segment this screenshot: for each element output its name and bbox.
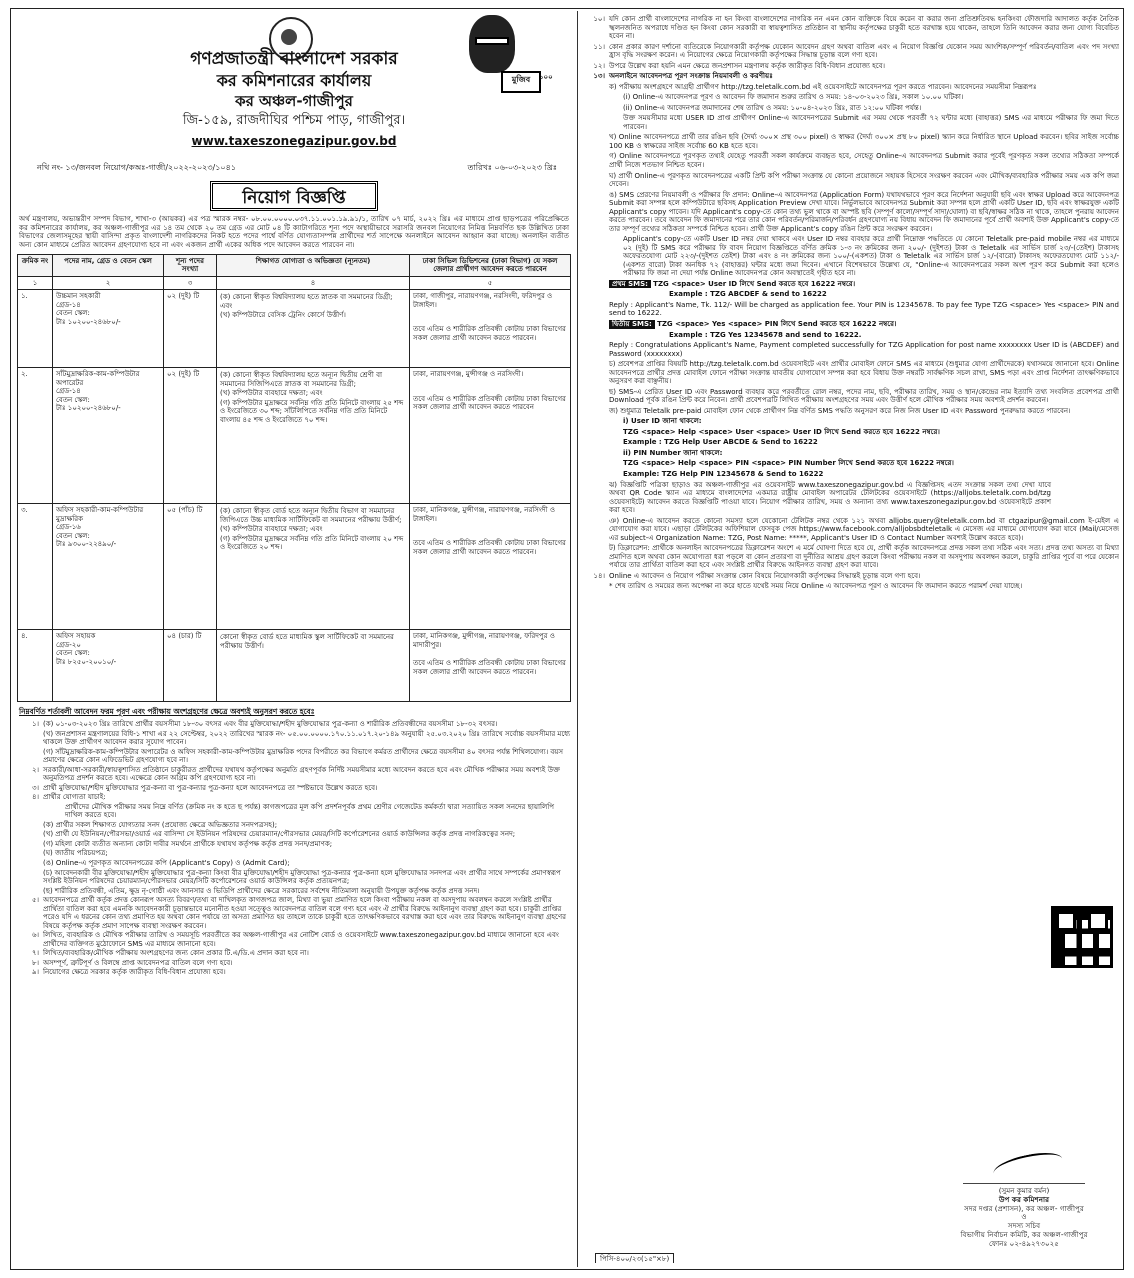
instruction-text: i) User ID জানা থাকলে: [623,417,702,426]
condition-text: (ঙ) Online-এ পূরণকৃত আবেদনপত্রের কপি (Applicant's Copy) ও (Admit Card); [43,859,290,868]
office-name: কর কমিশনারের কার্যালয় [216,71,372,90]
condition-text: (খ) প্রার্থী যে ইউনিয়ন/পৌরসভা/ওয়ার্ড এর বাসিন্দা সে ইউনিয়ন পরিষদের চেয়ারম্যান/পৌরসভার মেয়র/সিটি কর্পোরেশনের ওয়ার্ড কাউন্সিলর কর্তৃক প্রদত্ত নাগরিকত্বের সনদ; [43,830,516,839]
post-name: উচ্চমান সহকারী [56,292,101,301]
condition-number [17,821,43,830]
condition-number [17,803,43,820]
instruction-item [609,544,1119,570]
quota-note: তবে এতিম ও শারীরিক প্রতিবন্ধী কোটায় ঢাকা বিভাগের সকল জেলার প্রার্থী আবেদন করতে পারবেন [413,394,566,412]
condition-text: (খ) জনপ্রশাসন মন্ত্রণালয়ের বিধি-১ শাখা এর ২২ সেপ্টেম্বর, ২০২২ তারিখের স্মারক নং- ০৫.০০.০০০০.১৭০.১১.০১৭.২০-১৪৯ অনুযায়ী ২৫.০৩.২০২০ খ্রিঃ তারিখে সর্বোচ্চ বয়সসীমার মধ্যে থাকলে উক্ত প্রার্থীগণ আবেদন করার সুযোগ পাবেন। [43,729,571,747]
condition-item [17,830,571,839]
sms-first-label: প্রথম SMS: [609,280,651,289]
table-row [18,290,571,368]
header-vacancy: শূন্য পদের সংখ্যা [164,254,217,276]
instruction-item [609,114,1119,131]
sms-first-example [609,290,1119,299]
post-scale-label: বেতন স্কেল: [56,531,90,540]
instruction-text: উক্ত সময়সীমার মধ্যে USER ID প্রাপ্ত প্রার্থীগণ Online-এ আবেদনপত্রের Submit এর সময় থেকে পরবর্তী ৭২ ঘন্টার মধ্যে (বাহাত্তর) SMS এর মাধ্যমে পরীক্ষার ফি জমা দিতে পারবেন। [623,114,1119,131]
condition-text: (ঘ) জাতীয় পরিচয়পত্র; [43,849,108,858]
notice-title: নিয়োগ বিজ্ঞপ্তি [210,181,378,211]
instruction-text: TZG <space> Help <space> PIN <space> PIN Number লিখে Send করতে হবে 16222 নম্বরে। [623,459,954,468]
condition-number: ৩। [31,783,39,792]
condition-number: ৬। [31,931,39,940]
condition-item [17,968,571,977]
table-header-row [18,254,571,276]
post-scale-label: বেতন স্কেল: [56,309,90,318]
condition-item [17,793,571,802]
sms-second [609,320,1119,329]
qualification-item: (গ) কম্পিউটার মুদ্রাক্ষরে সর্বনিম্ন গতি প্রতি মিনিটে বাংলায় ২৫ শব্দ ও ইংরেজিতে ৩০ শব্দ; সাঁটলিপিতে সর্বনিম্ন গতি প্রতি মিনিটে বাংলায় ৪৫ শব্দ ও ইংরেজিতে ৭০ শব্দ। [220,398,404,424]
qualification-item: (খ) কম্পিউটার ব্যবহারে দক্ষতা; এবং [220,525,323,534]
memo-date: তারিখঃ ০৬-০৩-২০২৩ খ্রিঃ [467,163,557,172]
item-number: ১২। [593,61,605,70]
right-column [583,13,1119,1263]
instruction-text: খ) Online আবেদনপত্রে প্রার্থী তার রঙিন ছবি (দৈর্ঘ্য ৩০০× প্রস্থ ৩০০ pixel) ও স্বাক্ষর (দৈর্ঘ্য ৩০০× প্রস্থ ৮০ pixel) স্ক্যান করে নির্ধারিত স্থানে Upload করবেন। ছবির সাইজ সর্বোচ্চ 100 KB ও স্বাক্ষরের সাইজ সর্বোচ্চ 60 KB হতে হবে। [609,133,1119,150]
instruction-text: Reply : Applicant's Name, Tk. 112/- Will be charged as application fee. Your PIN is 12345678. To pay fee Type TZG <space> Yes <space> PIN and send to 16222. [609,300,1119,318]
header-qualification: শিক্ষাগত যোগ্যতা ও অভিজ্ঞতা (ন্যূনতম) [217,254,410,276]
instruction-text: (i) Online-এ আবেদনপত্র পূরণ ও আবেদন ফি জমাদান শুরুর তারিখ ও সময়: ১৪-০৩-২০২৩ খ্রিঃ, সকাল ১০.০০ ঘটিকা। [623,93,964,102]
item-number: ১৩। [593,72,605,81]
item-text: উপরে উল্লেখ করা হয়নি এমন ক্ষেত্রে জনপ্রশাসন মন্ত্রণালয় কর্তৃক জারীকৃত বিধি-বিধান প্রযোজ্য হবে। [609,61,886,70]
post-scale: টাঃ ৯৩০০-২২৪৯০/- [56,540,117,549]
district-list: ঢাকা, মানিকগঞ্জ, মুন্সীগঞ্জ, নারায়ণগঞ্জ, নরসিংদী ও টাঙ্গাইল। [413,506,555,523]
instruction-text: জ) শুধুমাত্র Teletalk pre-paid মোবাইল ফোন থেকে প্রার্থীগণ নিম্ন বর্ণিত SMS পদ্ধতি অনুসরণ করে নিজ নিজ User ID এবং Password পুনরুদ্ধার করতে পারবেন। [609,406,1071,415]
post-name: অফিস সহায়ক [56,632,96,641]
condition-item [17,840,571,849]
instruction-text: (ii) Online-এ আবেদনপত্র জমাদানের শেষ তারিখ ও সময়: ১০-০৪-২০২৩ খ্রিঃ, রাত ১২:০০ ঘটিকা পর্যন্ত। [623,103,922,112]
signatory-phone: ফোনঃ ০২-৪৯২৭৩০২৫ [989,1238,1059,1248]
footnote-text: * শেষ তারিখ ও সময়ের জন্য অপেক্ষা না করে হাতে যথেষ্ট সময় নিয়ে Online এ আবেদনপত্র পূরণ ও আবেদন ফি জমাদান করতে পরামর্শ দেয়া যাচ্ছে। [609,582,1023,591]
column-number: ১ [18,276,53,290]
condition-text: প্রার্থীর যোগ্যতা যাচাই: [43,793,106,802]
row-qualification [217,368,410,504]
online-instructions [583,83,1119,570]
condition-item [17,720,571,729]
instruction-text: ঝ) বিজ্ঞপ্তিটি পত্রিকা ছাড়াও কর অঞ্চল-গাজীপুর এর ওয়েবসাইট www.taxeszonegazipur.gov.bd এ বিজ্ঞপ্তিসহ এতদ সংক্রান্ত সকল তথ্য দেখা যাবে অথবা QR Code স্ক্যান এর মাধ্যমে বাংলাদেশের একমাত্র রাষ্ট্রীয় মোবাইল অপারেটর টেলিটকের ওয়েবসাইটে (https://alljobs.teletalk.com.bd/tzg ওয়েবসাইটে) আবেদন করতে বিজ্ঞপ্তিটি পাওয়া যাবে। নিয়োগ পরীক্ষার তারিখ, সময় ও অন্যান্য তথ্য www.taxeszonegazipur.gov.bd ওয়েবসাইটে প্রকাশ করা হবে। [609,480,1051,515]
condition-item [17,859,571,868]
condition-number: ৭। [31,949,39,958]
row-qualification [217,630,410,702]
instruction-item [609,407,1119,416]
condition-text: অসম্পূর্ণ, ত্রুটিপূর্ণ ও বিলম্বে প্রাপ্ত আবেদনপত্র বাতিল বলে গণ্য হবে। [43,958,233,967]
signatory-committee: বিভাগীয় নির্বাচন কমিটি, কর অঞ্চল-গাজীপুর [960,1229,1088,1239]
row-districts [410,368,571,504]
table-number-row [18,276,571,290]
district-list: ঢাকা, গাজীপুর, নারায়ণগঞ্জ, নরসিংদী, ফরিদপুর ও টাঙ্গাইল। [413,292,553,309]
row-districts [410,630,571,702]
list-item [583,72,1119,81]
qualification-item: (গ) কম্পিউটার মুদ্রাক্ষরে সর্বনিম্ন গতি প্রতি মিনিটে বাংলায় ২০ শব্দ ও ইংরেজিতে ২০ শব্দ। [220,534,404,552]
qualification-item: (খ) কম্পিউটারে বেসিক ট্রেনিং কোর্সে উত্তীর্ণ। [220,311,346,320]
condition-number [17,859,43,868]
print-code: পিসি-৪০০/২৩(১৫"×৮) [595,1253,674,1263]
post-scale: টাঃ ১০২০০-২৪৬৮০/- [56,404,121,413]
instruction-item [609,133,1119,150]
column-number: ৫ [410,276,571,290]
row-vacancy: ০৪ (চার) টি [164,630,217,702]
condition-number: ৪। [31,793,39,802]
qr-code-icon[interactable] [1051,906,1113,968]
list-item [583,15,1119,41]
memo-reference: নথি নং- ১৩/জনবল নিয়োগ/কঅঃ-গাজী/২০২২-২০২৩/১০৪১ [37,163,237,172]
qualification-item: (ক) কোনো স্বীকৃত বিশ্ববিদ্যালয় হতে স্নাতক বা সমমানের ডিগ্রী; এবং [220,293,393,310]
quota-note: তবে এতিম ও শারীরিক প্রতিবন্ধী কোটায় ঢাকা বিভাগের সকল জেলার প্রার্থী আবেদন করতে পারবেন। [413,659,566,676]
header-districts: ঢাকা সিভিল ডিভিশনের (ঢাকা বিভাগ) যে সকল জেলার প্রার্থীগণ আবেদন করতে পারবেন [410,254,571,276]
sms-second-reply [609,341,1119,358]
instruction-text: ii) PIN Number জানা থাকলে: [623,448,723,457]
instruction-item [609,191,1119,234]
instruction-text: Reply : Congratulations Applicant's Name, Payment completed successfully for TZG Application for post name xxxxxxxx User ID is (ABCDEF) and Password (xxxxxxxx) [609,341,1119,358]
condition-item [17,869,571,886]
condition-number [17,887,43,896]
qualification-item: (খ) কম্পিউটার ব্যবহারে দক্ষতা; এবং [220,389,323,398]
condition-item [17,949,571,958]
conditions-list [17,720,571,977]
post-grade: গ্রেড-১৪ [56,300,81,309]
item-text: Online এ আবেদন ও নিয়োগ পরীক্ষা সংক্রান্ত কোন বিষয়ে নিয়োগকারী কর্তৃপক্ষের সিদ্ধান্তই চূড়ান্ত বলে গণ্য হবে। [609,571,921,580]
posts-table [17,254,571,703]
condition-text: লিখিত, ব্যবহারিক ও মৌখিক পরীক্ষার তারিখ ও সময়সূচি পরবর্তীতে কর অঞ্চল-গাজীপুর এর নোটিশ বোর্ড ও ওয়েবসাইটে www.taxeszonegazipur.gov.bd মাধ্যমে জানানো হবে এবং প্রার্থীদের ব্যক্তিগত মুঠোফোনে SMS এর মাধ্যমে জানানো হবে। [43,931,559,948]
item-text: কোন প্রকার কারণ দর্শানো ব্যতিরেকে নিয়োগকারী কর্তৃপক্ষ যেকোন আবেদন গ্রহণ অথবা বাতিল এবং এ নিয়োগ বিজ্ঞপ্তি যেকোন সময় আংশিক/সম্পূর্ণ পরিবর্তন/বাতিল এবং পদ সংখ্যা হ্রাস বৃদ্ধি সংরক্ষণ করেন। এ নিয়োগের ক্ষেত্রে নিয়োগকারী কর্তৃপক্ষের সিদ্ধান্ত চূড়ান্ত বলে গণ্য হবে। [609,42,1119,60]
signatory-designation: উপ কর কমিশনার [998,1194,1050,1204]
sms-first [609,280,1119,289]
post-scale-label: বেতন স্কেল: [56,395,90,404]
condition-number [17,840,43,849]
table-row [18,630,571,702]
condition-item [17,784,571,793]
condition-item [17,803,571,820]
condition-text: আবেদনপত্রে প্রার্থী কর্তৃক প্রদত্ত কোনরূপ অসত্য বিবরণ/তথ্য বা দাখিলকৃত কাগজপত্র জাল, মিথ্যা বা ভুয়া প্রমাণিত হলে কিংবা পরীক্ষায় নকল বা অসদুপায় অবলম্বন করলে সংশ্লিষ্ট প্রার্থীর প্রার্থিতা বাতিল করা হবে এমনকি আবেদনকারী চূড়ান্তভাবে মনোনীত হওয়া সত্ত্বেও আবেদনপত্র বাতিল বলে গণ্য হবে এবং ঐ প্রার্থীর বিরুদ্ধে আইনানুগ ব্যবস্থা গ্রহণ করা হবে। চাকুরী প্রাপ্তির পরেও যদি এ ধরনের কোন তথ্য প্রমাণিত হয় অথবা কোন পর্যায়ে তা অসত্য প্রমাণিত হয় তাহলে তাকে চাকুরী হতে তাৎক্ষণিকভাবে বরখাস্ত করা হবে এবং তার বিরুদ্ধে আইনানুগ ব্যবস্থা গ্রহণের বিষয়ে কর্তৃপক্ষ কর্তৃক প্রমাণ সাপেক্ষ ব্যবস্থা সংরক্ষণ করবেন। [43,896,566,930]
condition-number: ২। [31,765,39,774]
instruction-item [609,152,1119,169]
condition-item [17,887,571,896]
sms-first-format: TZG <space> User ID লিখে Send করতে হবে 16222 নম্বরে। [653,279,856,288]
row-serial: ৩. [18,504,53,630]
post-scale: টাঃ ১০২০০-২৪৬৮০/- [56,317,121,326]
row-post [53,290,164,368]
condition-item [17,730,571,747]
quota-note: তবে এতিম ও শারীরিক প্রতিবন্ধী কোটায় ঢাকা বিভাগের সকল জেলার প্রার্থী আবেদন করতে পারবেন। [413,539,566,556]
mujib-logo-number: ১০০ [539,73,553,81]
column-number: ৪ [217,276,410,290]
row-vacancy: ০২ (দুই) টি [164,290,217,368]
condition-item [17,849,571,858]
header [17,13,571,163]
mujib-logo-text: মুজিব [501,71,541,93]
row-post [53,504,164,630]
post-scale: টাঃ ৮২৫০-২০০১০/- [56,657,117,666]
condition-item [17,821,571,830]
signatory-office: সদর দপ্তর (প্রশাসন), কর অঞ্চল- গাজীপুর [964,1203,1084,1213]
instruction-text: Applicant's copy-তে একটি User ID নম্বর দেয়া থাকবে এবং User ID নম্বর ব্যবহার করে প্রার্থী নিম্নোক্ত পদ্ধতিতে যে কোনো Teletalk pre-paid mobile নম্বর এর মাধ্যমে ০২ (দুই) টি SMS করে পরীক্ষার ফি বাবদ নিয়োগ বিজ্ঞপ্তিতে বর্ণিত ক্রমিক ১-৩ নং ক্রমিকের জন্য ২০০/- (দুইশত) টাকা ও Teletalk এর সার্ভিস চার্জ ২৩/-(তেইশ) টাকাসহ অফেরতযোগ্য মোট ২২৩/-(দুইশত তেইশ) টাকা এবং ৪ নং ক্রমিকের জন্য ১০০/-(একশত) টাকা ও Teletalk এর সার্ভিস চার্জ ১২/-(বারো) টাকাসহ অফেরতযোগ্য মোট ১১২/-(একশত বারো) টাকা অনধিক ৭২ (বাহাত্তর) ঘন্টার মধ্যে জমা দিবেন। এখানে বিশেষভাবে উল্লেখ্য যে, "Online-এ আবেদনপত্রের সকল অংশ পূরণ করে Submit করা হলেও পরীক্ষার ফি জমা না দেয়া পর্যন্ত Online আবেদনপত্র কোন অবস্থাতেই গৃহীত হবে না। [623,235,1119,278]
item-number: ১৪। [593,571,605,580]
condition-text: (ক) ০১-০৩-২০২৩ খ্রিঃ তারিখে প্রার্থীর বয়সসীমা ১৮-৩০ বৎসর এবং বীর মুক্তিযোদ্ধা/শহীদ মুক্তিযোদ্ধার পুত্র-কন্যা ও শারীরিক প্রতিবন্ধীদের বয়সসীমা ১৮-৩২ বৎসর। [43,720,498,729]
instruction-text: ঘ) প্রার্থী Online-এ পূরণকৃত আবেদনপত্রের একটি প্রিন্ট কপি পরীক্ষা সংক্রান্ত যে কোনো প্রয়োজনে সহায়ক হিসেবে সংরক্ষণ করবেন এবং মৌখিক/ব্যবহারিক পরীক্ষার সময় এক কপি জমা দেবেন। [609,171,1119,189]
signatory-name: (সুমন কুমার বর্মন) [998,1186,1050,1195]
instruction-item [609,417,1119,426]
post-grade: গ্রেড-১৪ [56,387,81,396]
row-serial: ১. [18,290,53,368]
condition-number: ৮। [31,958,39,967]
signatory-and: ও [1021,1212,1027,1222]
instruction-text: ঙ) SMS প্রেরণের নিয়মাবলী ও পরীক্ষার ফি প্রদান: Online-এ আবেদনপত্র (Application Form) যথাযথভাবে পূরণ করে নির্দেশনা অনুযায়ী ছবি এবং স্বাক্ষর Upload করে আবেদনপত্র Submit করা সম্পন্ন হলে কম্পিউটারে ছবিসহ Application Preview দেখা যাবে। নির্ভুলভাবে আবেদনপত্র Submit করা সম্পন্ন হলে প্রার্থী একটি User ID, ছবি এবং স্বাক্ষরযুক্ত একটি Applicant's copy পাবেন। যদি Applicant's copy-তে কোন তথ্য ভুল থাকে বা অস্পষ্ট ছবি (সম্পূর্ণ কালো/সম্পূর্ণ সাদা/ঘোলা) বা ছবি/স্বাক্ষর সঠিক না থাকে, তাহলে পুনরায় আবেদন করতে পারবেন। তবে আবেদন ফি জমাদানের পরে তার কোন পরিবর্তন/পরিমার্জন/পরিবর্ধন গ্রহণযোগ্য নয় বিধায় আবেদন ফি জমাদানের পূর্বে প্রার্থী অবশ্যই উক্ত Applicant's copy-তে তার সম্পূর্ণ তথ্যের সঠিকতা সম্পর্কে নিশ্চিত হবেন। প্রার্থী উক্ত Applicant's copy রঙিন প্রিন্ট করে সংরক্ষণ করবেন। [609,190,1119,233]
instruction-item [609,360,1119,386]
column-divider [577,11,578,1267]
condition-number: ৫। [31,896,39,905]
row-qualification [217,290,410,368]
government-title: গণপ্রজাতন্ত্রী বাংলাদেশ সরকার [190,49,398,69]
memo-line [17,163,571,177]
instruction-item [609,235,1119,278]
signature-block [939,1145,1109,1248]
instruction-item [609,428,1119,437]
instruction-item [609,470,1119,479]
left-column [17,13,571,1263]
condition-text: লিখিত/ব্যবহারিক/মৌখিক পরীক্ষায় অংশগ্রহণের জন্য কোন প্রকার টি.এ/ডি.এ প্রদান করা হবে না। [43,949,309,958]
zone-name: কর অঞ্চল-গাজীপুর [235,92,353,110]
qualification-item: (ক) কোনো স্বীকৃত বোর্ড হতে অন্যূন দ্বিতীয় বিভাগ বা সমমানের জিপিএতে উচ্চ মাধ্যমিক সার্টিফিকেট বা সমমানের পরীক্ষায় উত্তীর্ণ; [220,507,402,524]
row-vacancy: ০২ (দুই) টি [164,368,217,504]
notice-page [10,8,1124,1270]
signatory-role: সদস্য সচিব [1007,1221,1041,1231]
condition-text: নিয়োগের ক্ষেত্রে সরকার কর্তৃক জারীকৃত বিধি-বিধান প্রযোজ্য হবে। [43,968,226,977]
condition-text: প্রার্থী মুক্তিযোদ্ধা/শহীদ মুক্তিযোদ্ধার পুত্র-কন্যা বা পুত্র-কন্যার পুত্র-কন্যা হলে আবেদনপত্রে তা স্পষ্টভাবে উল্লেখ করতে হবে। [43,783,378,792]
item-text: যদি কোন প্রার্থী বাংলাদেশের নাগরিক না হন কিংবা বাংলাদেশের নাগরিক নন এমন কোন ব্যক্তিকে বিয়ে করেন বা করার জন্য প্রতিশ্রুতিবদ্ধ হনকিংবা ফৌজদারি আদালত কর্তৃক নৈতিক স্খলনজনিত অপরাধে দণ্ডিত হন কিংবা কোন সরকারী বা স্বায়ত্বশাসিত প্রতিষ্ঠান বা স্থানীয় কর্তৃপক্ষের চাকুরী হতে বরখাস্ত হয়ে থাকেন, তাহলে তিনি আবেদন করার জন্য যোগ্য বিবেচিত হবেন না। [609,15,1119,41]
list-item [583,43,1119,60]
instruction-text: Example: TZG Help PIN 12345678 & Send to 16222 [623,469,824,478]
instruction-item [609,459,1119,468]
instruction-text: চ) প্রবেশপত্র প্রাপ্তির বিষয়টি http://tzg.teletalk.com.bd ওয়েবসাইটে এবং প্রার্থীর মোবাইল ফোনে SMS এর মাধ্যমে (শুধুমাত্র যোগ্য প্রার্থীদেরকে) যথাসময়ে জানানো হবে। Online আবেদনপত্রে প্রার্থীর প্রদত্ত মোবাইল ফোনে পরীক্ষা সংক্রান্ত যাবতীয় যোগাযোগ সম্পন্ন করা হবে বিধায় উক্ত নম্বরটি সার্বক্ষণিক সচল রাখা, SMS পড়া এবং প্রাপ্ত নির্দেশনা তাৎক্ষণিকভাবে অনুসরণ করা বাঞ্ছনীয়। [609,360,1119,386]
condition-text: (গ) মহিলা কোটা ব্যতীত অন্যান্য কোটা দাবীর সমর্থনে প্রার্থীকে যথাযথ কর্তৃপক্ষ কর্তৃক প্রদত্ত সনদ/প্রমাণক; [43,839,333,848]
row-post [53,368,164,504]
instruction-item [609,481,1119,515]
footnote [583,582,1119,591]
quota-note: তবে এতিম ও শারীরিক প্রতিবন্ধী কোটায় ঢাকা বিভাগের সকল জেলার প্রার্থী আবেদন করতে পারবেন। [413,325,566,342]
condition-text: (ছ) শারীরিক প্রতিবন্ধী, এতিম, ক্ষুদ্র নৃ-গোষ্ঠী এবং আনসার ও ভিডিপি প্রার্থীদের ক্ষেত্রে সরকারের সর্বশেষ নীতিমালা অনুযায়ী উপযুক্ত কর্তৃপক্ষ কর্তৃক প্রদত্ত সনদ। [43,886,480,895]
condition-item [17,959,571,968]
district-list: ঢাকা, নারায়ণগঞ্জ, মুন্সীগঞ্জ ও নরসিংদী। [413,370,524,379]
instruction-text: ছ) SMS-এ প্রেরিত User ID এবং Password ব্যবহার করে পরবর্তীতে রোল নম্বর, পদের নাম, ছবি, পরীক্ষার তারিখ, সময় ও স্থান/কেন্দ্রের নাম ইত্যাদি তথ্য সংবলিত প্রবেশপত্র প্রার্থী Download পূর্বক রঙিন প্রিন্ট করে নিবেন। প্রার্থী প্রবেশপত্রটি লিখিত পরীক্ষায় অংশগ্রহণের সময় এবং উত্তীর্ণ হলে মৌখিক পরীক্ষার সময় অবশ্যই প্রদর্শন করবেন। [609,387,1119,405]
row-districts [410,504,571,630]
condition-item [17,748,571,765]
post-scale-label: বেতন স্কেল: [56,649,90,658]
row-serial: ২. [18,368,53,504]
header-serial: ক্রমিক নং [18,254,53,276]
condition-number [17,849,43,858]
header-post: পদের নাম, গ্রেড ও বেতন স্কেল [53,254,164,276]
item-number: ১১। [593,42,605,51]
list-item [583,572,1119,581]
office-address: জি-১৫৯, রাজদীঘির পশ্চিম পাড়, গাজীপুর। [182,113,406,128]
district-list: ঢাকা, মানিকগঞ্জ, মুন্সীগঞ্জ, নারায়ণগঞ্জ, ফরিদপুর ও মাদারীপুর। [413,632,555,649]
qualification-item: কোনো স্বীকৃত বোর্ড হতে মাধ্যমিক স্কুল সার্টিফিকেট বা সমমানের পরীক্ষায় উত্তীর্ণ। [220,633,394,650]
condition-item [17,931,571,948]
condition-text: প্রার্থীদের মৌখিক পরীক্ষার সময় নিম্নে বর্ণিত (ক্রমিক নং ক হতে ছ পর্যন্ত) কাগজপত্রের মূল কপি প্রদর্শনপূর্বক প্রথম শ্রেণীর গেজেটেড কর্মকর্তা দ্বারা সত্যায়িত সকল সনদের ছায়ালিপি দাখিল করতে হবে। [65,802,555,820]
sms-second-format: TZG <space> Yes <space> PIN লিখে Send করতে হবে 16222 নম্বরে। [657,320,897,328]
row-districts [410,290,571,368]
table-row [18,504,571,630]
post-name: অফিস সহকারী-কাম-কম্পিউটার মুদ্রাক্ষরিক [56,506,144,523]
condition-item [17,766,571,783]
condition-text: সরকারী/আধা-সরকারী/স্বায়ত্বশাসিত প্রতিষ্ঠানে চাকুরীরত প্রার্থীদের যথাযথ কর্তৃপক্ষের অনুমতি গ্রহণপূর্বক নির্দিষ্ট সময়সীমার মধ্যে আবেদন করতে হবে এবং মৌখিক পরীক্ষার সময় অবশ্যই উক্ত অনুমতিপত্র প্রদর্শন করতে হবে। এক্ষেত্রে কোন অগ্রিম কপি গ্রহণযোগ্য হবে না। [43,765,560,783]
conditions-heading: নিম্নবর্ণিত শর্তাবলী আবেদন ফরম পূরণ এবং পরীক্ষায় অংশগ্রহণের ক্ষেত্রে অবশ্যই অনুসরণ করতে হবেঃ [19,707,315,717]
condition-number: ১। [31,720,39,729]
post-name: সাঁটমুদ্রাক্ষরিক-কাম-কম্পিউটার অপারেটর [56,370,140,387]
item-number: ১০। [593,15,605,23]
condition-number [17,730,43,747]
instruction-item [609,172,1119,189]
instruction-item [609,93,1119,102]
instruction-item [609,449,1119,458]
instruction-text: Example : TZG ABCDEF & send to 16222 [669,290,827,299]
sms-first-reply [609,301,1119,318]
instruction-item [609,104,1119,113]
instruction-item [609,83,1119,92]
signature-image [963,1145,1085,1184]
office-website-link[interactable]: www.taxeszonegazipur.gov.bd [191,134,397,148]
post-grade: গ্রেড-১৬ [56,523,81,532]
condition-number [17,748,43,765]
table-row [18,368,571,504]
instruction-text: ঞ) Online-এ আবেদন করতে কোনো সমস্যা হলে যেকোনো টেলিটক নম্বর থেকে ১২১ অথবা alljobs.query@teletalk.com.bd বা ctgazipur@gmail.com ই-মেইল এ যোগাযোগ করা যাবে। এছাড়া টেলিটকের অফিশিয়াল ফেসবুক পেজ https://www.facebook.com/alljobsbdteletalk এ মেসেজ এর মাধ্যমে যোগাযোগ করা যাবে (Mail/মেসেজ এর subject-এ Organization Name: TZG, Post Name: *****, Applicant's User ID ও Contact Number অবশ্যই উল্লেখ করতে হবে)। [609,516,1119,542]
portrait-glasses [475,37,509,45]
instruction-item [609,438,1119,447]
instruction-text: Example : TZG Yes 12345678 and send to 16222. [669,330,862,339]
condition-number [17,830,43,839]
column-number: ২ [53,276,164,290]
post-grade: গ্রেড-২০ [56,640,81,649]
instruction-item [609,517,1119,543]
column-number: ৩ [164,276,217,290]
condition-text: (গ) সাঁটমুদ্রাক্ষরিক-কাম-কম্পিউটার অপারেটর ও অফিস সহকারী-কাম-কম্পিউটার মুদ্রাক্ষরিক পদের বিপরীতে কর বিভাগে কর্মরত প্রার্থীদের ক্ষেত্রে বয়সসীমা ৪০ বৎসর পর্যন্ত শিথিলযোগ্য। বয়স প্রমাণের ক্ষেত্রে কোন এফিডেভিট গ্রহণযোগ্য হবে না। [43,747,564,765]
item-text: অনলাইনে আবেদনপত্র পূরণ সংক্রান্ত নিয়মাবলী ও করণীয়ঃ [609,72,773,81]
condition-number: ৯। [31,968,39,977]
intro-paragraph: অর্থ মন্ত্রণালয়, অভ্যন্তরীণ সম্পদ বিভাগ, শাখা-৩ (আয়কর) এর পত্র স্মারক নম্বর- ০৮.০০.০০০০.০৩৭.১১.০০১.১৯.৯১/১, তারিখ ০৭ মার্চ, ২০২২ খ্রিঃ এর মাধ্যমে প্রাপ্ত ছাড়পত্রের পরিপ্রেক্ষিতে কর কমিশনারের কার্যালয়, কর অঞ্চল-গাজীপুর এর ১৪ তম থেকে ২০ তম গ্রেড এর মোট ০৪ টি ক্যাটাগরিতে শূন্য পদে অস্থায়ীভাবে সরাসরি জনবল নিয়োগের নিমিত্ত নিম্নবর্ণিত ছক উল্লিখিত ঢাকা বিভাগের জেলাসমূহের স্থায়ী বাসিন্দা প্রকৃত বাংলাদেশী নাগরিকদের নিকট হতে পদের পার্শ্বে বর্ণিত যোগ্যতাসম্পন্ন প্রার্থীদের শর্ত সাপেক্ষে অনলাইনে আবেদন আহ্বান করা যাচ্ছে। অনলাইন ব্যতীত অন্য কোন মাধ্যমে প্রেরিত আবেদন গ্রহণযোগ্য হবে না এবং একজন প্রার্থী একের অধিক পদে আবেদন করতে পারবেন না। [19,214,569,249]
instruction-text: ট) ডিক্লারেশন: প্রার্থীকে অনলাইন আবেদনপত্রের ডিক্লারেশন অংশে এ মর্মে ঘোষণা দিতে হবে যে, প্রার্থী কর্তৃক আবেদনপত্রে প্রদত্ত সকল তথ্য সঠিক এবং সত্য। প্রদত্ত তথ্য অসত্য বা মিথ্যা প্রমাণিত হলে অথবা কোন অযোগ্যতা ধরা পড়লে বা কোন প্রতারণা বা দুর্নীতির আশ্রয় গ্রহণ করলে কিংবা পরীক্ষায় নকল বা অসদুপায় অবলম্বন করলে, চাকুরি প্রাপ্তির পূর্বে বা পরে যেকোন পর্যায়ে তার প্রার্থিতা বাতিল করা হবে এবং সংশ্লিষ্ট প্রার্থীর বিরুদ্ধে আইনগত ব্যবস্থা গ্রহণ করা যাবে। [609,544,1119,570]
instruction-item [609,388,1119,405]
instruction-text: Example : TZG Help User ABCDE & Send to 16222 [623,438,818,447]
sms-second-example [609,331,1119,340]
condition-item [17,896,571,930]
instruction-text: TZG <space> Help <space> User <space> User ID লিখে Send করতে হবে 16222 নম্বরে। [623,427,940,436]
row-qualification [217,504,410,630]
list-item [583,62,1119,71]
row-vacancy: ০৫ (পাঁচ) টি [164,504,217,630]
condition-text: (চ) আবেদনকারী বীর মুক্তিযোদ্ধা/শহীদ মুক্তিযোদ্ধার পুত্র-কন্যা কিংবা বীর মুক্তিযোদ্ধা/শহীদ মুক্তিযোদ্ধা পুত্র-কন্যার পুত্র-কন্যা হলে মুক্তিযোদ্ধার সনদপত্র এবং প্রার্থীর সাথে সম্পর্কের প্রমাণস্বরূপ সংশ্লিষ্ট ইউনিয়ন পরিষদের চেয়ারম্যান/পৌরসভার মেয়র/সিটি কর্পোরেশনের ওয়ার্ড কাউন্সিলর কর্তৃক প্রত্যয়নপত্র; [43,868,561,886]
condition-number [17,869,43,886]
qualification-item: (ক) কোনো স্বীকৃত বিশ্ববিদ্যালয় হতে অন্যূন দ্বিতীয় শ্রেণী বা সমমানের সিজিপিএতে স্নাতক বা সমমানের ডিগ্রী; [220,371,383,388]
instruction-text: গ) Online আবেদনপত্রে পূরণকৃত তথ্যই যেহেতু পরবর্তী সকল কার্যক্রমে ব্যবহৃত হবে, সেহেতু Online-এ আবেদনপত্র Submit করার পূর্বেই পূরণকৃত সকল তথ্যের সঠিকতা সম্পর্কে প্রার্থী নিজে শতভাগ নিশ্চিত হবেন। [609,152,1119,169]
row-serial: ৪. [18,630,53,702]
condition-text: (ক) প্রার্থীর সকল শিক্ষাগত যোগ্যতার সনদ (প্রযোজ্য ক্ষেত্রে অভিজ্ঞতার সনদপত্রসহ); [43,820,278,829]
instruction-text: ক) পরীক্ষায় অংশগ্রহণে আগ্রহী প্রার্থীগণ http://tzg.teletalk.com.bd এই ওয়েবসাইটে আবেদনপত্র পূরণ করতে পারবেন। আবেদনের সময়সীমা নিম্নরূপঃ [609,82,1037,91]
row-post [53,630,164,702]
sms-second-label: দ্বিতীয় SMS: [609,320,655,329]
